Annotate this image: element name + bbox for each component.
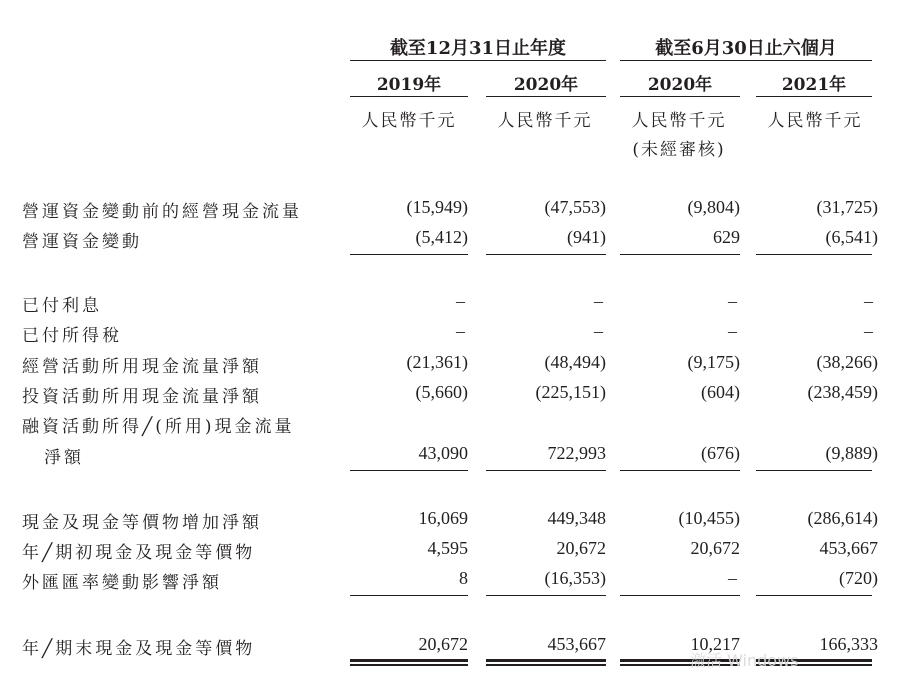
value-cell: (5,412)	[415, 227, 468, 247]
subtotal-rule	[620, 254, 740, 255]
period-header-interim: 截至6月30日止六個月	[655, 38, 837, 59]
value-cell: –	[728, 568, 737, 588]
subtotal-rule	[486, 595, 606, 596]
value-cell: (9,175)	[687, 352, 740, 372]
value-cell: (16,353)	[544, 568, 606, 588]
row-label-net-financing-cash: 融資活動所得╱(所用)現金流量	[22, 417, 295, 437]
value-cell: 449,348	[547, 508, 606, 528]
value-cell: (238,459)	[807, 382, 878, 402]
value-cell: 453,667	[547, 634, 606, 654]
subtotal-rule	[756, 470, 872, 471]
row-label-operating-cash-before-wc: 營運資金變動前的經營現金流量	[22, 202, 302, 222]
value-cell: 453,667	[819, 538, 878, 558]
total-double-rule	[350, 659, 468, 666]
year-underline-4	[756, 96, 872, 97]
value-cell: –	[864, 321, 873, 341]
value-cell: –	[456, 321, 465, 341]
value-cell: (48,494)	[544, 352, 606, 372]
value-cell: (47,553)	[544, 197, 606, 217]
value-cell: –	[456, 291, 465, 311]
subtotal-rule	[486, 470, 606, 471]
total-double-rule	[486, 659, 606, 666]
unit-header-3: 人民幣千元	[631, 111, 727, 131]
value-cell: –	[728, 321, 737, 341]
row-label-net-financing-cash-cont: 淨額	[44, 448, 84, 468]
year-header-3: 2020年	[647, 75, 713, 95]
subtotal-rule	[756, 254, 872, 255]
value-cell: (6,541)	[825, 227, 878, 247]
period-header-annual: 截至12月31日止年度	[389, 38, 567, 59]
period-underline-interim	[620, 60, 872, 61]
value-cell: 20,672	[690, 538, 740, 558]
value-cell: 166,333	[819, 634, 878, 654]
row-label-closing-cash: 年╱期末現金及現金等價物	[22, 639, 256, 659]
value-cell: (9,889)	[825, 443, 878, 463]
row-label-opening-cash: 年╱期初現金及現金等價物	[22, 543, 256, 563]
year-header-4: 2021年	[781, 75, 847, 95]
year-underline-1	[350, 96, 468, 97]
value-cell: (5,660)	[415, 382, 468, 402]
year-header-2: 2020年	[513, 75, 579, 95]
value-cell: 8	[459, 568, 468, 588]
value-cell: –	[594, 291, 603, 311]
value-cell: (15,949)	[406, 197, 468, 217]
unit-header-2: 人民幣千元	[497, 111, 593, 131]
row-label-working-capital-change: 營運資金變動	[22, 232, 142, 252]
value-cell: (31,725)	[816, 197, 878, 217]
unaudited-note: (未經審核)	[632, 140, 726, 160]
subtotal-rule	[620, 470, 740, 471]
subtotal-rule	[350, 595, 468, 596]
value-cell: (720)	[839, 568, 878, 588]
row-label-income-tax-paid: 已付所得稅	[22, 326, 122, 346]
value-cell: (9,804)	[687, 197, 740, 217]
row-label-net-increase-cash: 現金及現金等價物增加淨額	[22, 513, 262, 533]
subtotal-rule	[486, 254, 606, 255]
value-cell: (10,455)	[678, 508, 740, 528]
value-cell: 722,993	[547, 443, 606, 463]
period-underline-annual	[350, 60, 606, 61]
value-cell: 16,069	[418, 508, 468, 528]
value-cell: 43,090	[418, 443, 468, 463]
subtotal-rule	[756, 595, 872, 596]
value-cell: (676)	[701, 443, 740, 463]
value-cell: (941)	[567, 227, 606, 247]
year-underline-2	[486, 96, 606, 97]
value-cell: (286,614)	[807, 508, 878, 528]
year-underline-3	[620, 96, 740, 97]
value-cell: (21,361)	[406, 352, 468, 372]
value-cell: –	[594, 321, 603, 341]
watermark: 激活 Windows	[690, 651, 799, 670]
value-cell: 20,672	[418, 634, 468, 654]
row-label-interest-paid: 已付利息	[22, 296, 102, 316]
row-label-net-operating-cash: 經營活動所用現金流量淨額	[22, 357, 262, 377]
value-cell: –	[728, 291, 737, 311]
value-cell: 20,672	[556, 538, 606, 558]
value-cell: (38,266)	[816, 352, 878, 372]
value-cell: 4,595	[427, 538, 468, 558]
row-label-fx-effect: 外匯匯率變動影響淨額	[22, 573, 222, 593]
subtotal-rule	[350, 470, 468, 471]
subtotal-rule	[620, 595, 740, 596]
value-cell: (225,151)	[535, 382, 606, 402]
unit-header-1: 人民幣千元	[361, 111, 457, 131]
value-cell: 629	[713, 227, 740, 247]
year-header-1: 2019年	[376, 75, 442, 95]
value-cell: 10,217	[690, 634, 740, 654]
subtotal-rule	[350, 254, 468, 255]
unit-header-4: 人民幣千元	[767, 111, 863, 131]
row-label-net-investing-cash: 投資活動所用現金流量淨額	[22, 387, 262, 407]
value-cell: (604)	[701, 382, 740, 402]
value-cell: –	[864, 291, 873, 311]
